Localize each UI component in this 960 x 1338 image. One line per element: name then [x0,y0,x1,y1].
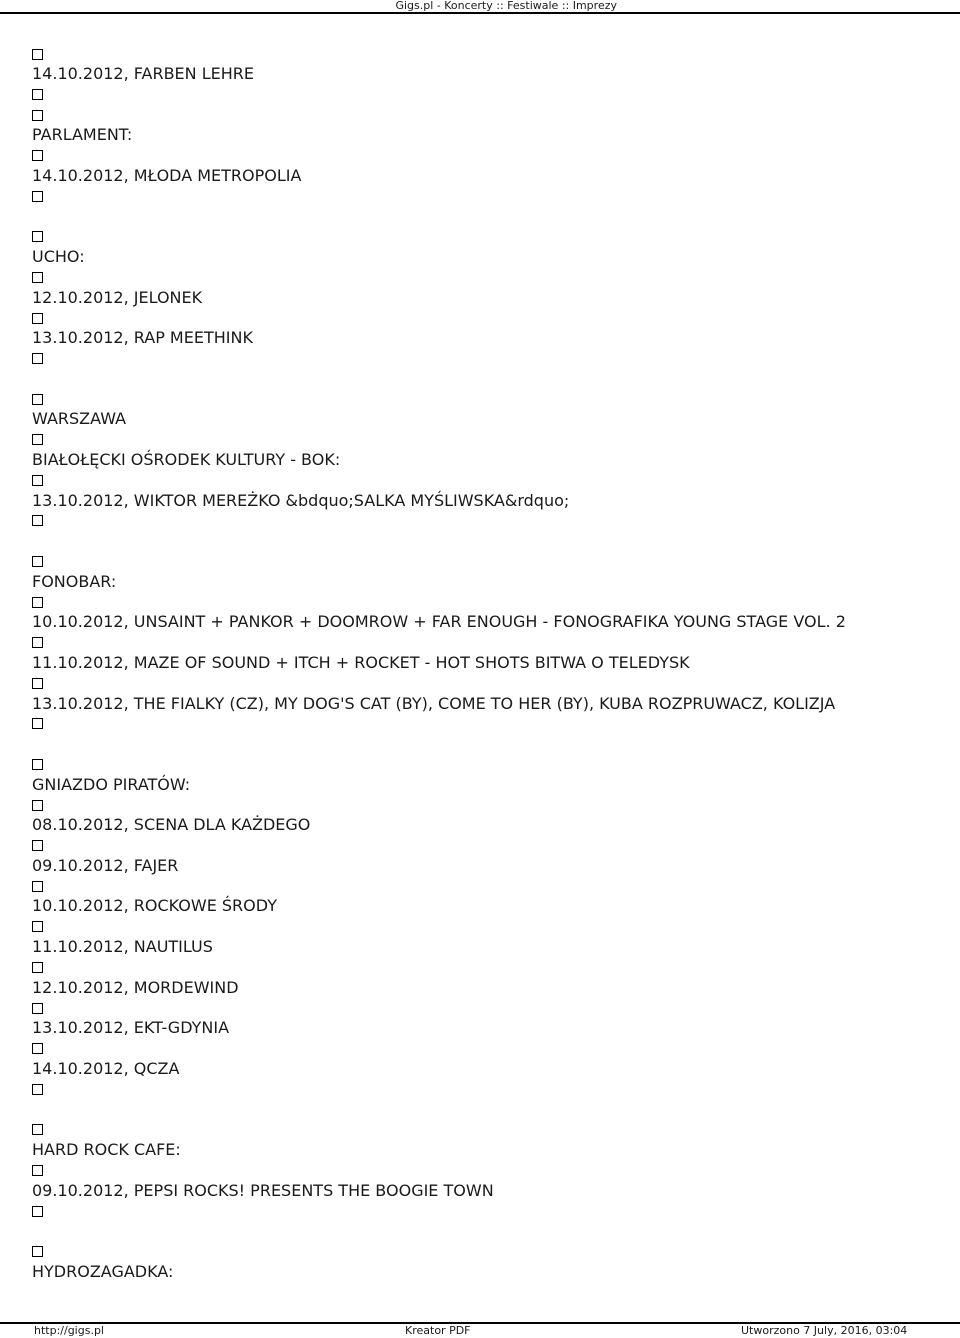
bullet-box [32,227,942,247]
city-heading: WARSZAWA [32,409,127,429]
checkbox-icon [32,962,43,973]
venue-heading: HYDROZAGADKA: [32,1261,174,1281]
list-item: 10.10.2012, UNSAINT + PANKOR + DOOMROW + FAR ENOUGH - FONOGRAFIKA YOUNG STAGE VOL. 2 [32,612,846,632]
list-item: 13.10.2012, WIKTOR MEREŻKO &bdquo;SALKA MYŚLIWSKA&rdquo; [32,490,570,510]
footer-created-date: Utworzono 7 July, 2016, 03:04 [741,1324,908,1337]
footer-site-link[interactable]: http://gigs.pl [34,1324,104,1337]
list-item: 12.10.2012, MORDEWIND [32,977,239,997]
bullet-box [32,348,942,368]
list-item: 09.10.2012, FAJER [32,855,179,875]
bullet-box [32,105,942,125]
list-item: 09.10.2012, PEPSI ROCKS! PRESENTS THE BOOGIE TOWN [32,1180,494,1200]
checkbox-icon [32,110,43,121]
list-item: 12.10.2012, JELONEK [32,287,203,307]
bullet-box [32,1039,942,1059]
bullet-box [32,998,942,1018]
bullet-box [32,511,942,531]
checkbox-icon [32,89,43,100]
checkbox-icon [32,1124,43,1135]
checkbox-icon [32,434,43,445]
bullet-box [32,673,942,693]
bullet-box [32,957,942,977]
checkbox-icon [32,515,43,526]
footer-generator: Kreator PDF [405,1324,471,1337]
list-item: 13.10.2012, THE FIALKY (CZ), MY DOG'S CAT (BY), COME TO HER (BY), KUBA ROZPRUWACZ, KOLIZJA [32,693,836,713]
venue-heading: HARD ROCK CAFE: [32,1140,181,1160]
list-item: 13.10.2012, RAP MEETHINK [32,328,253,348]
venue-heading: UCHO: [32,246,85,266]
venue-heading: PARLAMENT: [32,125,133,145]
header-divider [0,12,960,14]
spacer [32,369,942,389]
spacer [32,1221,942,1241]
checkbox-icon [32,759,43,770]
bullet-box [32,186,942,206]
checkbox-icon [32,1043,43,1054]
checkbox-icon [32,1206,43,1217]
checkbox-icon [32,313,43,324]
list-item: 11.10.2012, MAZE OF SOUND + ITCH + ROCKET - HOT SHOTS BITWA O TELEDYSK [32,652,690,672]
checkbox-icon [32,840,43,851]
header-title: Gigs.pl - Koncerty :: Festiwale :: Imprezy [395,0,617,12]
page-footer [0,1322,960,1338]
bullet-box [32,1160,942,1180]
checkbox-icon [32,921,43,932]
bullet-box [32,389,942,409]
bullet-box [32,1242,942,1262]
checkbox-icon [32,556,43,567]
list-item: 10.10.2012, ROCKOWE ŚRODY [32,896,277,916]
list-item: 08.10.2012, SCENA DLA KAŻDEGO [32,815,311,835]
event-list [32,44,942,1282]
page-header [0,0,960,16]
bullet-box [32,267,942,287]
list-item: 11.10.2012, NAUTILUS [32,937,213,957]
bullet-box [32,795,942,815]
bullet-box [32,1120,942,1140]
list-item: 14.10.2012, MŁODA METROPOLIA [32,165,302,185]
list-item: 14.10.2012, QCZA [32,1058,180,1078]
checkbox-icon [32,353,43,364]
checkbox-icon [32,150,43,161]
spacer [32,206,942,226]
checkbox-icon [32,1165,43,1176]
bullet-box [32,633,942,653]
list-item: 14.10.2012, FARBEN LEHRE [32,64,254,84]
checkbox-icon [32,637,43,648]
checkbox-icon [32,475,43,486]
venue-heading: BIAŁOŁĘCKI OŚRODEK KULTURY - BOK: [32,449,341,469]
checkbox-icon [32,678,43,689]
bullet-box [32,430,942,450]
checkbox-icon [32,881,43,892]
checkbox-icon [32,800,43,811]
checkbox-icon [32,1246,43,1257]
checkbox-icon [32,1084,43,1095]
bullet-box [32,754,942,774]
bullet-box [32,551,942,571]
checkbox-icon [32,597,43,608]
checkbox-icon [32,1003,43,1014]
checkbox-icon [32,394,43,405]
bullet-box [32,308,942,328]
bullet-box [32,836,942,856]
bullet-box [32,714,942,734]
spacer [32,531,942,551]
bullet-box [32,1079,942,1099]
bullet-box [32,145,942,165]
spacer [32,1099,942,1119]
bullet-box [32,470,942,490]
bullet-box [32,44,942,64]
spacer [32,734,942,754]
bullet-box [32,85,942,105]
bullet-box [32,876,942,896]
list-item: 13.10.2012, EKT-GDYNIA [32,1018,230,1038]
bullet-box [32,1201,942,1221]
venue-heading: FONOBAR: [32,571,117,591]
checkbox-icon [32,191,43,202]
bullet-box [32,917,942,937]
venue-heading: GNIAZDO PIRATÓW: [32,774,191,794]
checkbox-icon [32,231,43,242]
checkbox-icon [32,718,43,729]
checkbox-icon [32,272,43,283]
bullet-box [32,592,942,612]
checkbox-icon [32,49,43,60]
